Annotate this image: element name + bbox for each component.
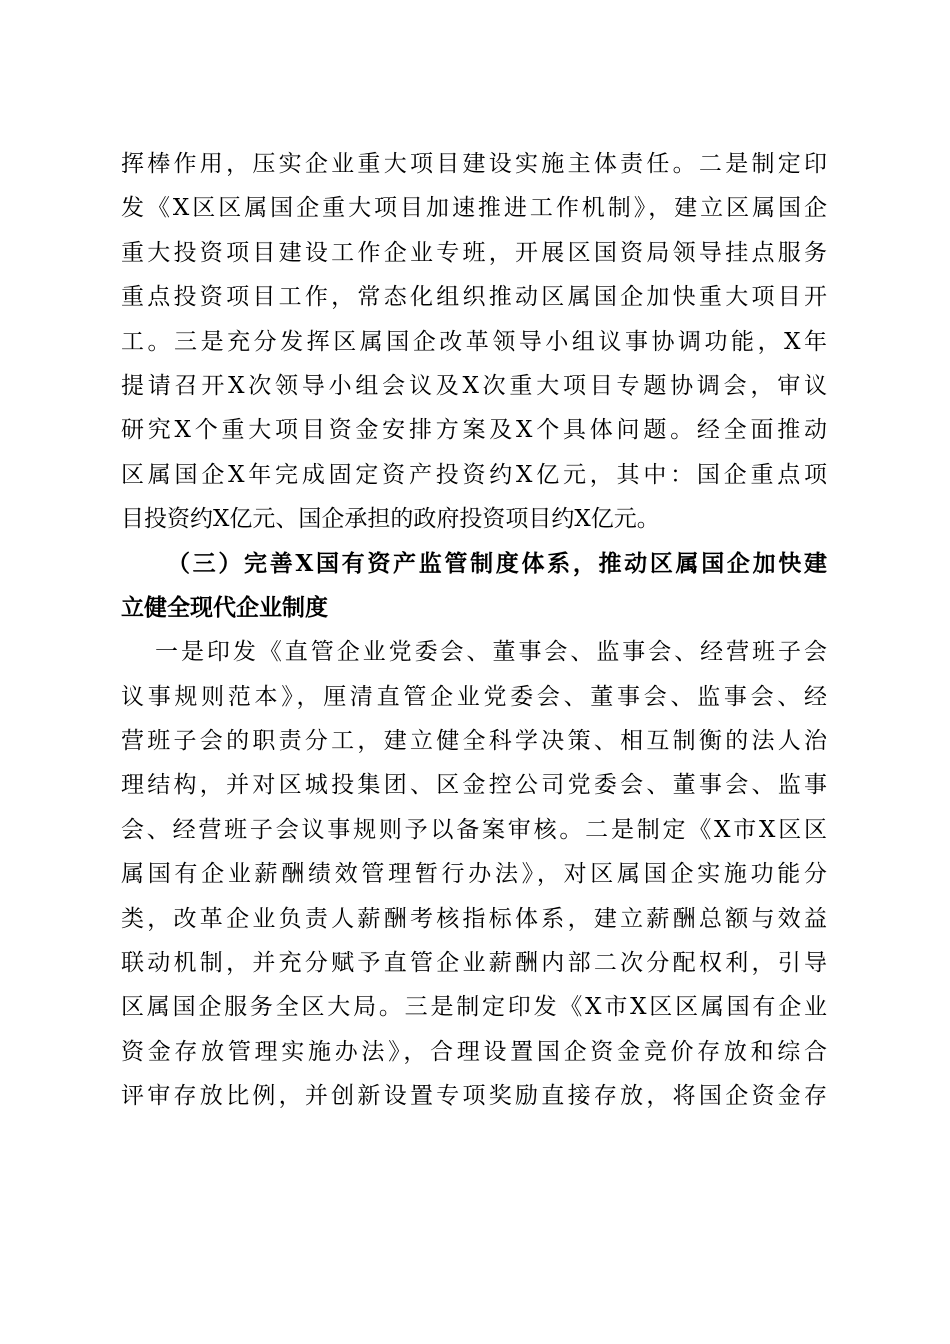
paragraph-line: 资金存放管理实施办法》，合理设置国企资金竞价存放和综合 [121, 1038, 827, 1065]
paragraph-line: 联动机制，并充分赋予直管企业薪酬内部二次分配权利，引导 [121, 950, 827, 977]
paragraph-line: 目投资约X亿元、国企承担的政府投资项目约X亿元。 [121, 506, 660, 533]
paragraph-line: 属国有企业薪酬绩效管理暂行办法》，对区属国企实施功能分 [121, 861, 827, 888]
paragraph-line: 提请召开X次领导小组会议及X次重大项目专题协调会，审议 [121, 372, 827, 399]
paragraph-line: 一是印发《直管企业党委会、董事会、监事会、经营班子会 [155, 639, 827, 666]
paragraph-line: 评审存放比例，并创新设置专项奖励直接存放，将国企资金存 [121, 1083, 827, 1110]
paragraph-line: 议事规则范本》，厘清直管企业党委会、董事会、监事会、经 [121, 683, 827, 710]
paragraph-line: 区属国企X年完成固定资产投资约X亿元，其中：国企重点项 [121, 461, 827, 488]
paragraph-line: 研究X个重大项目资金安排方案及X个具体问题。经全面推动 [121, 417, 827, 444]
paragraph-line: 发《X区区属国企重大项目加速推进工作机制》，建立区属国企 [121, 195, 827, 222]
paragraph-line: 理结构，并对区城投集团、区金控公司党委会、董事会、监事 [121, 772, 827, 799]
paragraph-line: 类，改革企业负责人薪酬考核指标体系，建立薪酬总额与效益 [121, 905, 827, 932]
paragraph-line: 重点投资项目工作，常态化组织推动区属国企加快重大项目开 [121, 284, 827, 311]
paragraph-line: 营班子会的职责分工，建立健全科学决策、相互制衡的法人治 [121, 728, 827, 755]
paragraph-line: 挥棒作用，压实企业重大项目建设实施主体责任。二是制定印 [121, 151, 827, 177]
paragraph-line: 工。三是充分发挥区属国企改革领导小组议事协调功能，X年 [121, 328, 827, 355]
paragraph-line: 重大投资项目建设工作企业专班，开展区国资局领导挂点服务 [121, 239, 827, 266]
paragraph-1 [121, 142, 827, 542]
heading-line: （三）完善X国有资产监管制度体系，推动区属国企加快建 [167, 549, 827, 577]
paragraph-2 [121, 630, 827, 1118]
paragraph-line: 区属国企服务全区大局。三是制定印发《X市X区区属国有企业 [121, 994, 827, 1021]
section-heading-3 [121, 542, 827, 631]
paragraph-line: 会、经营班子会议事规则予以备案审核。二是制定《X市X区区 [121, 816, 827, 843]
heading-line: 立健全现代企业制度 [121, 593, 328, 621]
document-body [121, 142, 827, 1119]
